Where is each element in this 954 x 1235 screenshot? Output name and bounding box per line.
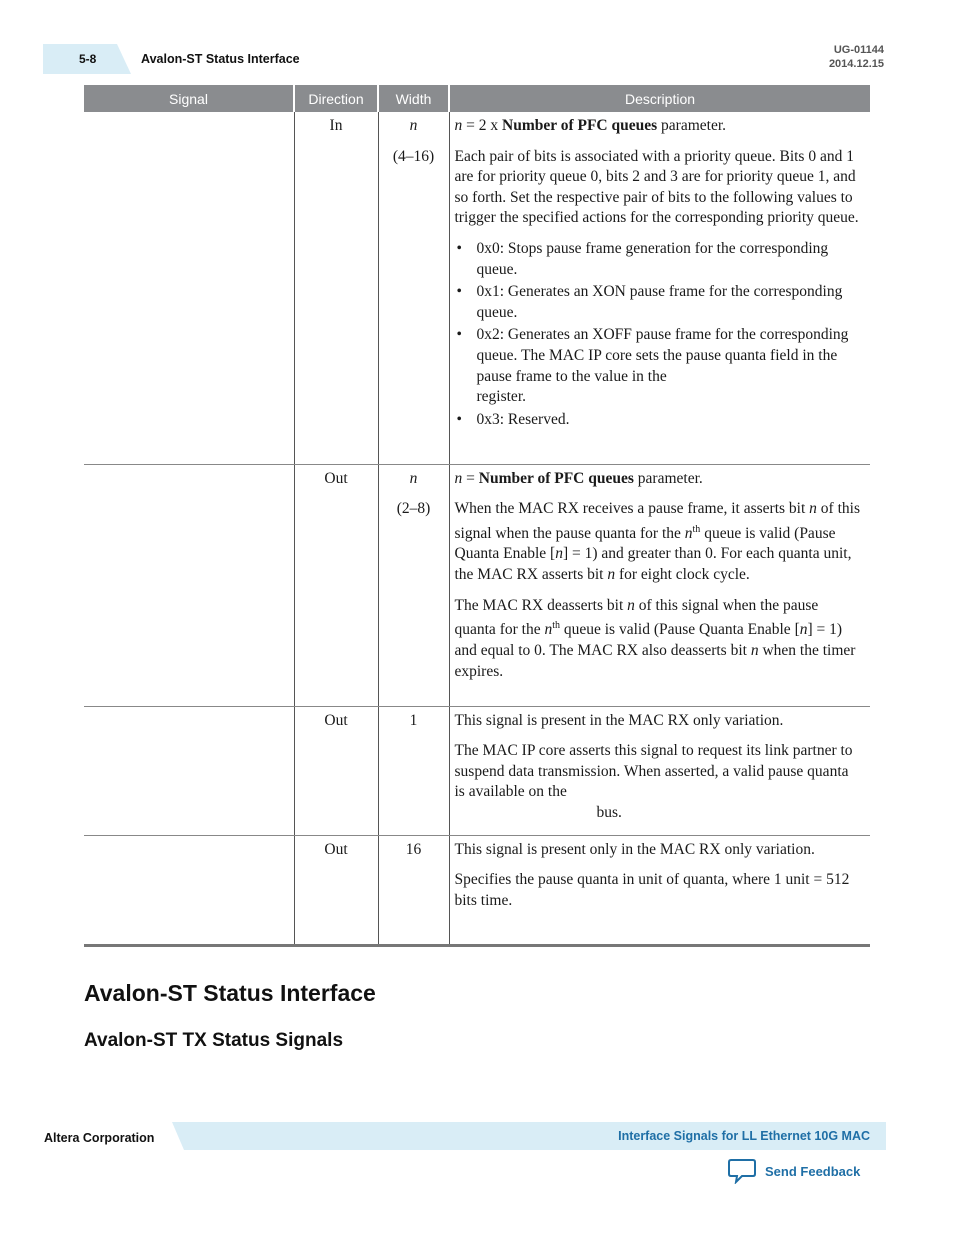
desc-paragraph: The MAC IP core asserts this signal to request its link partner to suspend data transmission. When asserted, a valid pause quanta is available on the bus. — [454, 742, 853, 821]
table-row — [84, 464, 870, 706]
desc-paragraph: n = 2 x Number of PFC queues parameter. — [454, 117, 727, 134]
section-heading: Avalon-ST Status Interface — [84, 980, 376, 1006]
signal-cell — [84, 112, 294, 464]
desc-paragraph: n = Number of PFC queues parameter. — [454, 469, 703, 487]
direction-cell: Out — [294, 464, 378, 706]
table-row — [84, 835, 870, 945]
list-item: • 0x3: Reserved. — [477, 410, 863, 431]
signal-cell — [84, 835, 294, 945]
description-cell — [449, 835, 870, 945]
page-number: 5-8 — [79, 52, 97, 66]
width-cell — [378, 464, 449, 706]
desc-paragraph: The MAC RX deasserts bit n of this signal when the pause quanta for the $n^{th}$ queue is valid (Pause Quanta Enable [n] = 1) and equal to 0. The MAC RX also deasserts bit n when the timer expires. — [454, 596, 856, 680]
doc-id-block — [829, 43, 884, 71]
width-cell — [378, 835, 449, 945]
list-item: • 0x1: Generates an XON pause frame for the corresponding queue. — [477, 282, 863, 323]
width-range: (2–8) — [396, 500, 431, 518]
running-section-title: Avalon-ST Status Interface — [141, 52, 300, 66]
description-cell — [449, 706, 870, 835]
direction-cell: Out — [294, 706, 378, 835]
table-row — [84, 706, 870, 835]
col-header-width: Width — [378, 85, 449, 112]
list-item: • 0x2: Generates an XOFF pause frame for the corresponding queue. The MAC IP core sets the pause quanta field in the pause frame to the value in theregister. — [477, 325, 863, 407]
col-header-direction: Direction — [294, 85, 378, 112]
subsection-heading: Avalon-ST TX Status Signals — [84, 1030, 344, 1051]
desc-paragraph: This signal is present only in the MAC RX only variation. — [454, 840, 815, 858]
width-value: n — [409, 469, 418, 487]
width-value: 16 — [405, 840, 422, 858]
send-feedback-link[interactable] — [728, 1158, 860, 1184]
desc-paragraph: This signal is present in the MAC RX only variation. — [454, 711, 784, 729]
width-cell — [378, 112, 449, 464]
description-cell — [449, 112, 870, 464]
col-header-description: Description — [449, 85, 870, 112]
value-list — [455, 239, 863, 430]
direction-cell: Out — [294, 835, 378, 945]
footer-chapter-link[interactable]: Interface Signals for LL Ethernet 10G MAC — [618, 1129, 870, 1143]
table-row — [84, 112, 870, 464]
table-header-row — [84, 85, 870, 112]
desc-paragraph: When the MAC RX receives a pause frame, it asserts bit n of this signal when the pause quanta for the $n^{th}$ queue is valid (Pause Quanta Enable [n] = 1) and greater than 0. For each quanta unit, the MAC RX asserts bit n for eight clock cycle. — [454, 500, 860, 584]
description-cell — [449, 464, 870, 706]
width-value: 1 — [409, 711, 418, 729]
width-cell — [378, 706, 449, 835]
doc-date: 2014.12.15 — [828, 58, 884, 70]
list-item: • 0x0: Stops pause frame generation for the corresponding queue. — [477, 239, 863, 280]
footer-company: Altera Corporation — [44, 1131, 155, 1145]
signals-table — [84, 85, 870, 947]
speech-bubble-icon — [728, 1158, 756, 1184]
signal-cell — [84, 464, 294, 706]
desc-paragraph: Each pair of bits is associated with a priority queue. Bits 0 and 1 are for priority queue 0, bits 2 and 3 are for priority queue 1, and so forth. Set the respective pair of bits to the following values to trigger the specified actions for the corresponding priority queue. — [454, 147, 859, 227]
doc-id: UG-01144 — [833, 44, 884, 56]
col-header-signal: Signal — [84, 85, 294, 112]
width-value: n — [409, 117, 418, 134]
width-range: (4–16) — [392, 147, 435, 165]
desc-paragraph: Specifies the pause quanta in unit of quanta, where 1 unit = 512 bits time. — [454, 871, 850, 909]
signal-cell — [84, 706, 294, 835]
send-feedback-label[interactable]: Send Feedback — [765, 1163, 861, 1179]
direction-cell: In — [294, 112, 378, 464]
